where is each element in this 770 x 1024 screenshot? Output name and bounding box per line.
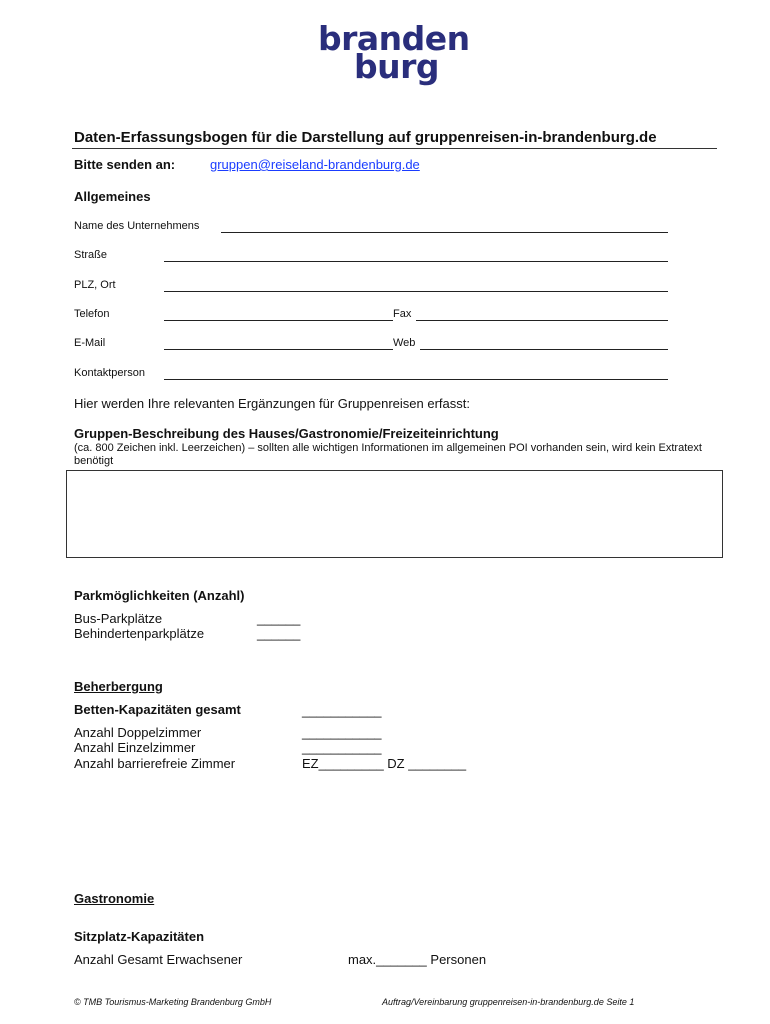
gastro-heading: Gastronomie (74, 891, 155, 906)
bus-parking-label: Bus-Parkplätze (74, 611, 163, 626)
seats-heading: Sitzplatz-Kapazitäten (74, 929, 205, 944)
description-textbox[interactable] (66, 470, 723, 558)
single-rooms-field[interactable]: ___________ (302, 740, 382, 755)
adults-label: Anzahl Gesamt Erwachsener (74, 952, 243, 967)
send-label: Bitte senden an: (74, 157, 176, 172)
disabled-parking-field[interactable]: ______ (257, 626, 301, 641)
adults-field[interactable]: max._______ Personen (348, 952, 487, 967)
company-field[interactable] (221, 232, 668, 233)
double-rooms-label: Anzahl Doppelzimmer (74, 725, 202, 740)
email-field[interactable] (164, 349, 393, 350)
footer-page-info: Auftrag/Vereinbarung gruppenreisen-in-brandenburg.de Seite 1 (382, 997, 635, 1007)
zip-city-field[interactable] (164, 291, 668, 292)
disabled-parking-label: Behindertenparkplätze (74, 626, 205, 641)
zip-city-label: PLZ, Ort (74, 279, 116, 291)
phone-field[interactable] (164, 320, 393, 321)
street-label: Straße (74, 249, 108, 261)
email-label: E-Mail (74, 337, 106, 349)
single-rooms-label: Anzahl Einzelzimmer (74, 740, 196, 755)
fax-label: Fax (393, 308, 412, 320)
intro-text: Hier werden Ihre relevanten Ergänzungen für Gruppenreisen erfasst: (74, 396, 470, 411)
beds-label: Betten-Kapazitäten gesamt (74, 702, 241, 717)
company-label: Name des Unternehmens (74, 220, 200, 232)
beds-field[interactable]: ___________ (302, 703, 382, 718)
double-rooms-field[interactable]: ___________ (302, 725, 382, 740)
section-general-heading: Allgemeines (74, 189, 151, 204)
contact-field[interactable] (164, 379, 668, 380)
web-field[interactable] (420, 349, 668, 350)
lodging-heading: Beherbergung (74, 679, 163, 694)
footer-copyright: © TMB Tourismus-Marketing Brandenburg GmbH (74, 997, 272, 1007)
parking-heading: Parkmöglichkeiten (Anzahl) (74, 588, 245, 603)
contact-label: Kontaktperson (74, 367, 145, 379)
barrierfree-rooms-label: Anzahl barrierefreie Zimmer (74, 756, 236, 771)
send-email-link[interactable]: gruppen@reiseland-brandenburg.de (210, 157, 420, 172)
bus-parking-field[interactable]: ______ (257, 611, 301, 626)
fax-field[interactable] (416, 320, 668, 321)
logo-line-1: branden (318, 19, 470, 58)
description-heading: Gruppen-Beschreibung des Hauses/Gastronomie/Freizeiteinrichtung (74, 426, 499, 441)
logo-line-2: burg (354, 47, 440, 86)
barrierfree-rooms-field[interactable]: EZ_________ DZ ________ (302, 756, 467, 771)
description-note: (ca. 800 Zeichen inkl. Leerzeichen) – sollten alle wichtigen Informationen im allgemeinen POI vorhanden sein, wird kein Extratext benötigt (74, 442, 702, 467)
street-field[interactable] (164, 261, 668, 262)
phone-label: Telefon (74, 308, 110, 320)
brandenburg-logo (318, 19, 478, 90)
web-label: Web (393, 337, 416, 349)
form-title: Daten-Erfassungsbogen für die Darstellung auf gruppenreisen-in-brandenburg.de (74, 129, 657, 146)
title-rule (72, 148, 717, 149)
